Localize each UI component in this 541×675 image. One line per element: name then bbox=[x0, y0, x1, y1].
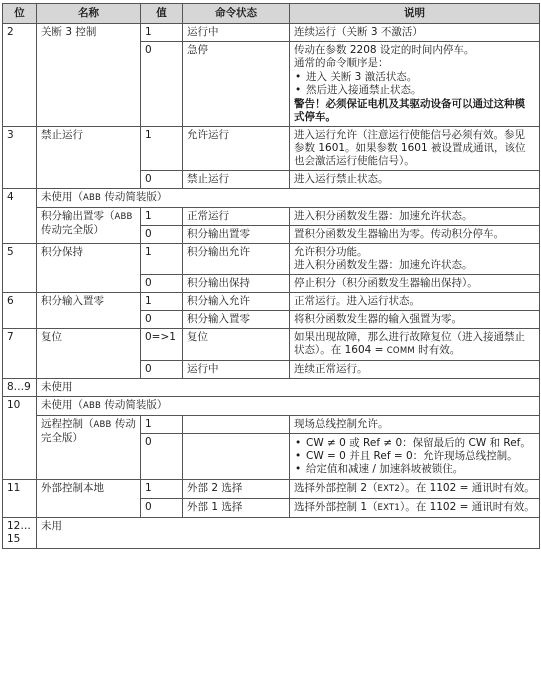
bullet-list bbox=[294, 71, 535, 97]
desc-text: 允许积分功能。 bbox=[294, 246, 368, 258]
value-cell: 0 bbox=[141, 361, 183, 379]
value-cell: 0 bbox=[141, 434, 183, 480]
unused-text: 未使用（ bbox=[41, 399, 83, 411]
desc-cell bbox=[290, 244, 540, 275]
name-cell: 外部控制本地 bbox=[37, 480, 141, 518]
bit-cell: 7 bbox=[3, 329, 37, 379]
bit-cell: 4 bbox=[3, 189, 37, 244]
name-text: 远程控制（ bbox=[41, 418, 94, 430]
value-cell: 0 bbox=[141, 226, 183, 244]
state-cell: 积分输出置零 bbox=[183, 226, 290, 244]
abb-text: ABB bbox=[114, 212, 133, 222]
header-state: 命令状态 bbox=[183, 4, 290, 24]
header-bit: 位 bbox=[3, 4, 37, 24]
name-cell: 积分输入置零 bbox=[37, 293, 141, 329]
desc-text: ）。在 1102 = 通讯时有效。 bbox=[399, 501, 535, 513]
list-item: • 进入 关断 3 激活状态。 bbox=[294, 71, 535, 84]
desc-cell: 正常运行。进入运行状态。 bbox=[290, 293, 540, 311]
value-cell: 1 bbox=[141, 293, 183, 311]
name-text: 传动完全版） bbox=[41, 418, 136, 444]
ext-text: EXT2 bbox=[377, 484, 400, 494]
desc-cell: 现场总线控制允许。 bbox=[290, 416, 540, 434]
name-cell bbox=[37, 208, 141, 244]
unused-text: 传动简装版） bbox=[101, 191, 168, 203]
table-row bbox=[3, 518, 540, 549]
desc-cell: 进入运行禁止状态。 bbox=[290, 171, 540, 189]
table-row bbox=[3, 189, 540, 208]
desc-text: 如果出现故障，那么进行故障复位（进入接通禁止状态）。在 1604 = bbox=[294, 331, 525, 356]
abb-text: ABB bbox=[83, 193, 102, 203]
value-cell: 1 bbox=[141, 208, 183, 226]
warning-text: 警告！必须保证电机及其驱动设备可以通过这种模式停车。 bbox=[294, 98, 525, 123]
bit-cell: 5 bbox=[3, 244, 37, 293]
list-item: • CW ≠ 0 或 Ref ≠ 0：保留最后的 CW 和 Ref。 bbox=[294, 437, 535, 450]
unused-text: 未使用（ bbox=[41, 191, 83, 203]
table-row bbox=[3, 208, 540, 226]
bit-cell: 3 bbox=[3, 127, 37, 189]
name-cell: 禁止运行 bbox=[37, 127, 141, 189]
value-cell: 1 bbox=[141, 24, 183, 42]
desc-text: 传动在参数 2208 设定的时间内停车。 bbox=[294, 44, 475, 56]
name-cell: 积分保持 bbox=[37, 244, 141, 293]
table-row bbox=[3, 127, 540, 171]
value-cell: 0 bbox=[141, 499, 183, 518]
name-text: 传动完全版） bbox=[41, 224, 104, 236]
bit-cell: 10 bbox=[3, 397, 37, 480]
desc-cell: 进入运行允许（注意运行使能信号必须有效。参见参数 1601。如果参数 1601 被设置成通讯，该位也会激活运行使能信号）。 bbox=[290, 127, 540, 171]
state-cell: 积分输入允许 bbox=[183, 293, 290, 311]
desc-text: 通常的命令顺序是： bbox=[294, 57, 389, 69]
desc-text: 时有效。 bbox=[414, 344, 461, 356]
state-cell: 正常运行 bbox=[183, 208, 290, 226]
value-cell: 1 bbox=[141, 416, 183, 434]
state-cell: 运行中 bbox=[183, 361, 290, 379]
state-cell: 积分输入置零 bbox=[183, 311, 290, 329]
value-cell: 1 bbox=[141, 127, 183, 171]
bit-cell: 6 bbox=[3, 293, 37, 329]
table-row bbox=[3, 244, 540, 275]
abb-text: ABB bbox=[83, 401, 102, 411]
state-cell: 允许运行 bbox=[183, 127, 290, 171]
table-row bbox=[3, 480, 540, 499]
desc-cell: 连续运行（关断 3 不激活） bbox=[290, 24, 540, 42]
state-cell: 复位 bbox=[183, 329, 290, 361]
unused-cell: 未使用 bbox=[37, 379, 540, 397]
desc-text: ）。在 1102 = 通讯时有效。 bbox=[399, 482, 535, 494]
state-cell: 运行中 bbox=[183, 24, 290, 42]
control-word-table bbox=[2, 3, 540, 549]
bit-cell: 8…9 bbox=[3, 379, 37, 397]
state-cell: 外部 2 选择 bbox=[183, 480, 290, 499]
desc-cell bbox=[290, 480, 540, 499]
state-cell: 急停 bbox=[183, 42, 290, 127]
header-desc: 说明 bbox=[290, 4, 540, 24]
list-item: • CW = 0 并且 Ref = 0：允许现场总线控制。 bbox=[294, 450, 535, 463]
state-cell: 外部 1 选择 bbox=[183, 499, 290, 518]
desc-text: 选择外部控制 2（ bbox=[294, 482, 378, 494]
table-header-row bbox=[3, 4, 540, 24]
header-name: 名称 bbox=[37, 4, 141, 24]
comm-text: COMM bbox=[386, 346, 415, 356]
table-row bbox=[3, 397, 540, 416]
desc-cell bbox=[290, 499, 540, 518]
table-row bbox=[3, 293, 540, 311]
desc-cell: 进入积分函数发生器：加速允许状态。 bbox=[290, 208, 540, 226]
unused-cell bbox=[37, 397, 540, 416]
value-cell: 0 bbox=[141, 311, 183, 329]
table-row bbox=[3, 416, 540, 434]
list-item: • 然后进入接通禁止状态。 bbox=[294, 84, 535, 97]
desc-cell: 连续正常运行。 bbox=[290, 361, 540, 379]
desc-cell: 停止积分（积分函数发生器输出保持）。 bbox=[290, 275, 540, 293]
name-cell: 关断 3 控制 bbox=[37, 24, 141, 127]
value-cell: 1 bbox=[141, 244, 183, 275]
name-cell: 复位 bbox=[37, 329, 141, 379]
table-row bbox=[3, 379, 540, 397]
value-cell: 1 bbox=[141, 480, 183, 499]
desc-text: 选择外部控制 1（ bbox=[294, 501, 378, 513]
desc-cell bbox=[290, 329, 540, 361]
unused-text: 传动简装版） bbox=[101, 399, 168, 411]
list-item: • 给定值和减速 / 加速斜坡被锁住。 bbox=[294, 463, 535, 476]
state-cell: 积分输出允许 bbox=[183, 244, 290, 275]
bit-cell: 2 bbox=[3, 24, 37, 127]
bit-cell: 12…15 bbox=[3, 518, 37, 549]
desc-cell: 置积分函数发生器输出为零。传动积分停车。 bbox=[290, 226, 540, 244]
name-text: 积分输出置零（ bbox=[41, 210, 115, 222]
value-cell: 0=>1 bbox=[141, 329, 183, 361]
desc-cell: 将积分函数发生器的输入强置为零。 bbox=[290, 311, 540, 329]
unused-cell: 未用 bbox=[37, 518, 540, 549]
state-cell bbox=[183, 434, 290, 480]
table-row bbox=[3, 24, 540, 42]
ext-text: EXT1 bbox=[377, 503, 400, 513]
state-cell: 禁止运行 bbox=[183, 171, 290, 189]
desc-text: 进入积分函数发生器：加速允许状态。 bbox=[294, 259, 473, 271]
bullet-list bbox=[294, 437, 535, 476]
unused-cell bbox=[37, 189, 540, 208]
state-cell bbox=[183, 416, 290, 434]
desc-cell bbox=[290, 434, 540, 480]
desc-cell bbox=[290, 42, 540, 127]
state-cell: 积分输出保持 bbox=[183, 275, 290, 293]
table-row bbox=[3, 329, 540, 361]
header-value: 值 bbox=[141, 4, 183, 24]
value-cell: 0 bbox=[141, 42, 183, 127]
name-cell bbox=[37, 416, 141, 480]
abb-text: ABB bbox=[93, 420, 112, 430]
value-cell: 0 bbox=[141, 275, 183, 293]
bit-cell: 11 bbox=[3, 480, 37, 518]
value-cell: 0 bbox=[141, 171, 183, 189]
